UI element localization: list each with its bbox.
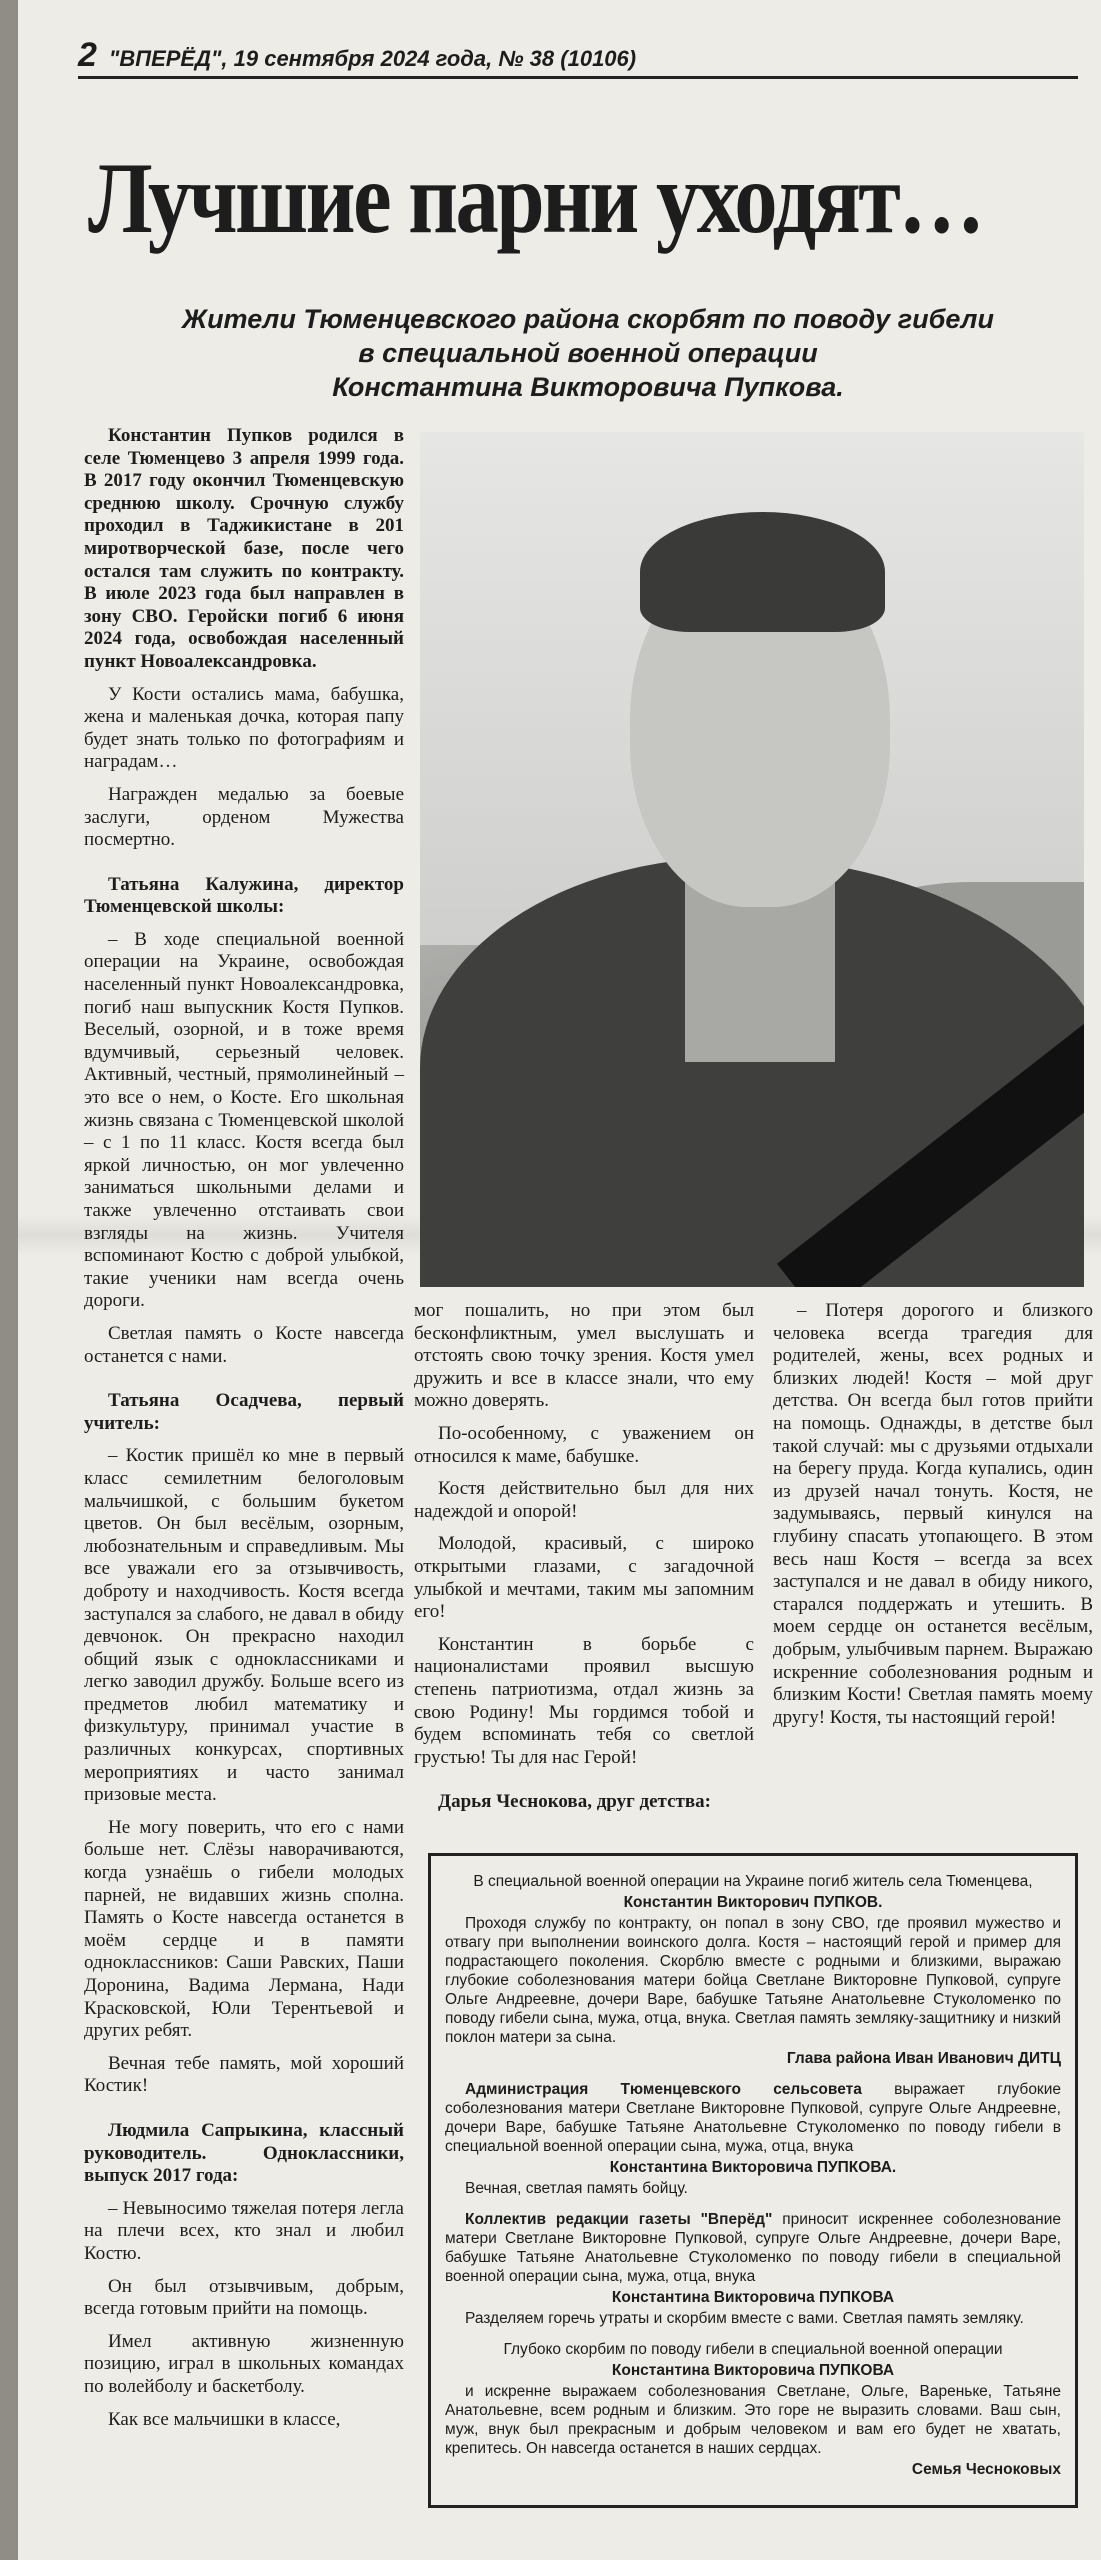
lead-paragraph: Константин Пупков родился в селе Тюменцево 3 апреля 1999 года. В 2017 году окончил Тюменцевскую среднюю школу. Срочную службу проходил в Таджикистане в 201 миротворческой базе, после чего остался там служить по контракту. В июле 2023 года был направлен в зону СВО. Геройски погиб 6 июня 2024 года, освобождая населенный пункт Новоалександровка.: [84, 425, 404, 672]
paragraph: – В ходе специальной военной операции на Украине, освобождая населенный пункт Новоалександровка, погиб наш выпускник Костя Пупков. Веселый, озорной, и в тоже время вдумчивый, серьезный человек. Активный, честный, прямолинейный – это все о нем, о Косте. Его школьная жизнь связана с Тюменцевской школой – с 1 по 11 класс. Костя всегда был яркой личностью, он мог увлеченно заниматься школьными делами и также увлеченно отстаивать свои взгляды на жизнь. Учителя вспоминают Костю с доброй улыбкой, такие ученики нам всегда очень дороги.: [84, 928, 404, 1312]
paragraph: У Кости остались мама, бабушка, жена и маленькая дочка, которая папу будет знать только по фотографиям и наградам…: [84, 683, 404, 773]
quote-author: Татьяна Осадчева, первый учитель:: [84, 1390, 404, 1434]
condolence-block: В специальной военной операции на Украине погиб житель села Тюменцева, Константин Викторович ПУПКОВ. Проходя службу по контракту, он попал в зону СВО, где проявил мужество и отвагу при выполнении воинского долга. Костя – настоящий герой и пример для подрастающего поколения. Скорблю вместе с родными и близкими, выражаю глубокие соболезнования матери бойца Светлане Викторовне Пупковой, супруге Ольге Андреевне, дочери Варе, бабушке Татьяне Анатольевне Стуколоменко по поводу гибели сына, мужа, отца, внука. Светлая память земляку-защитнику и низкий поклон матери за сына. Глава района Иван Иванович ДИТЦ: [445, 1873, 1061, 2067]
paragraph: Он был отзывчивым, добрым, всегда готовым прийти на помощь.: [84, 2275, 404, 2320]
deceased-name: Константина Викторовича ПУПКОВА.: [609, 2159, 897, 2176]
condolences-box: [428, 1853, 1078, 2508]
paragraph: мог пошалить, но при этом был бесконфликтным, умел выслушать и отстоять свою точку зрения. Костя умел дружить и все в классе знали, что ему можно доверять.: [414, 1300, 754, 1412]
masthead-line: "ВПЕРЁД", 19 сентября 2024 года, № 38 (10106): [108, 46, 637, 71]
paragraph: Светлая память о Косте навсегда останется с нами.: [84, 1322, 404, 1367]
page-header: [78, 36, 1078, 79]
newspaper-page: [18, 0, 1101, 2560]
paragraph: Молодой, красивый, с широко открытыми глазами, с загадочной улыбкой и мечтами, таким мы запомним его!: [414, 1533, 754, 1623]
condolence-block: Администрация Тюменцевского сельсовета выражает глубокие соболезнования матери Светлане Викторовне Пупковой, супруге Ольге Андреевне, дочери Варе, бабушке Татьяне Анатольевне Стуколоменко по поводу гибели в специальной военной операции сына, мужа, отца, внука Константина Викторовича ПУПКОВА. Вечная, светлая память бойцу.: [445, 2081, 1061, 2197]
condolence-block: Коллектив редакции газеты "Вперёд" приносит искреннее соболезнование матери Светлане Викторовне Пупковой, супруге Ольге Андреевне, дочери Варе, бабушке Татьяне Анатольевне Стуколоменко по поводу гибели в специальной военной операции сына, мужа, отца, внука Константина Викторовича ПУПКОВА Разделяем горечь утраты и скорбим вместе с вами. Светлая память земляку.: [445, 2211, 1061, 2327]
paragraph: Как все мальчишки в классе,: [108, 2408, 341, 2430]
article-title: Лучшие парни уходят…: [88, 142, 983, 255]
paragraph: По-особенному, с уважением он относился к маме, бабушке.: [414, 1422, 754, 1467]
quote-author: Дарья Чеснокова, друг детства:: [438, 1791, 711, 1813]
deceased-name: Константина Викторовича ПУПКОВА: [611, 2362, 895, 2379]
portrait-photo: [420, 432, 1084, 1287]
article-column-1: [84, 425, 404, 2441]
article-column-2: [414, 1300, 754, 1824]
page-number: 2: [78, 36, 97, 74]
paragraph: Вечная тебе память, мой хороший Костик!: [84, 2052, 404, 2097]
paragraph: – Невыносимо тяжелая потеря легла на плечи всех, кто знал и любил Костю.: [84, 2197, 404, 2264]
quote-author: Людмила Сапрыкина, классный руководитель. Одноклассники, выпуск 2017 года:: [84, 2119, 404, 2187]
paragraph: – Потеря дорогого и близкого человека всегда трагедия для родителей, жены, всех родных и близких людей! Костя – мой друг детства. Он всегда был готов прийти на помощь. Однажды, в детстве был такой случай: мы с друзьями отдыхали на берегу пруда. Когда купались, один из друзей начал тонуть. Костя, не задумываясь, первый кинулся на глубину спасать утопающего. В этом весь наш Костя – всегда за всех заступался и не давал в обиду никого, старался поддержать и утешить. В моем сердце он останется весёлым, добрым, улыбчивым парнем. Выражаю искренние соболезнования родным и близким Кости! Светлая память моему другу! Костя, ты настоящий герой!: [773, 1300, 1093, 1728]
signature: Глава района Иван Иванович ДИТЦ: [786, 2050, 1061, 2067]
subtitle-line-1: Жители Тюменцевского района скорбят по поводу гибели: [182, 304, 994, 334]
signature: Семья Чесноковых: [911, 2461, 1061, 2478]
deceased-name: Константина Викторовича ПУПКОВА: [611, 2289, 895, 2306]
paragraph: Костя действительно был для них надеждой и опорой!: [414, 1478, 754, 1522]
article-subtitle: [108, 302, 1068, 404]
subtitle-line-3: Константина Викторовича Пупкова.: [332, 372, 844, 402]
article-column-3: [773, 1300, 1093, 1739]
deceased-name: Константин Викторович ПУПКОВ.: [623, 1894, 883, 1911]
paragraph: – Костик пришёл ко мне в первый класс семилетним белоголовым мальчишкой, с большим букетом цветов. Он был весёлым, озорным, любознательным и справедливым. Мы все уважали его за отзывчивость, доброту и находчивость. Костя всегда заступался за слабого, не давал в обиду девчонок. Он прекрасно находил общий язык с одноклассниками и легко заводил дружбу. Больше всего из предметов любил математику и физкультуру, принимал участие в различных конкурсах, спортивных мероприятиях и часто занимал призовые места.: [84, 1445, 404, 1806]
paragraph: Не могу поверить, что его с нами больше нет. Слёзы наворачиваются, когда узнаёшь о гибели молодых парней, не видавших жизнь сполна. Память о Косте навсегда останется в моём сердце и в памяти одноклассников: Саши Равских, Паши Доронина, Вадима Лермана, Нади Красковской, Юли Терентьевой и других ребят.: [84, 1816, 404, 2042]
subtitle-line-2: в специальной военной операции: [358, 338, 818, 368]
paragraph: Награжден медалью за боевые заслуги, орденом Мужества посмертно.: [84, 783, 404, 851]
paragraph: Имел активную жизненную позицию, играл в школьных командах по волейболу и баскетболу.: [84, 2330, 404, 2397]
paragraph: Константин в борьбе с националистами проявил высшую степень патриотизма, отдал жизнь за свою Родину! Мы гордимся тобой и будем вспоминать тебя со светлой грустью! Ты для нас Герой!: [414, 1633, 754, 1768]
condolence-block: Глубоко скорбим по поводу гибели в специальной военной операции Константина Викторовича ПУПКОВА и искренне выражаем соболезнования Светлане, Ольге, Варенькe, Татьяне Анатольевне, всем родным и близким. Это горе не выразить словами. Ваш сын, муж, внук был прекрасным и добрым человеком и вам его будет не хватать, крепитесь. Он навсегда останется в наших сердцах. Семья Чесноковых: [445, 2341, 1061, 2478]
quote-author: Татьяна Калужина, директор Тюменцевской школы:: [84, 873, 404, 918]
